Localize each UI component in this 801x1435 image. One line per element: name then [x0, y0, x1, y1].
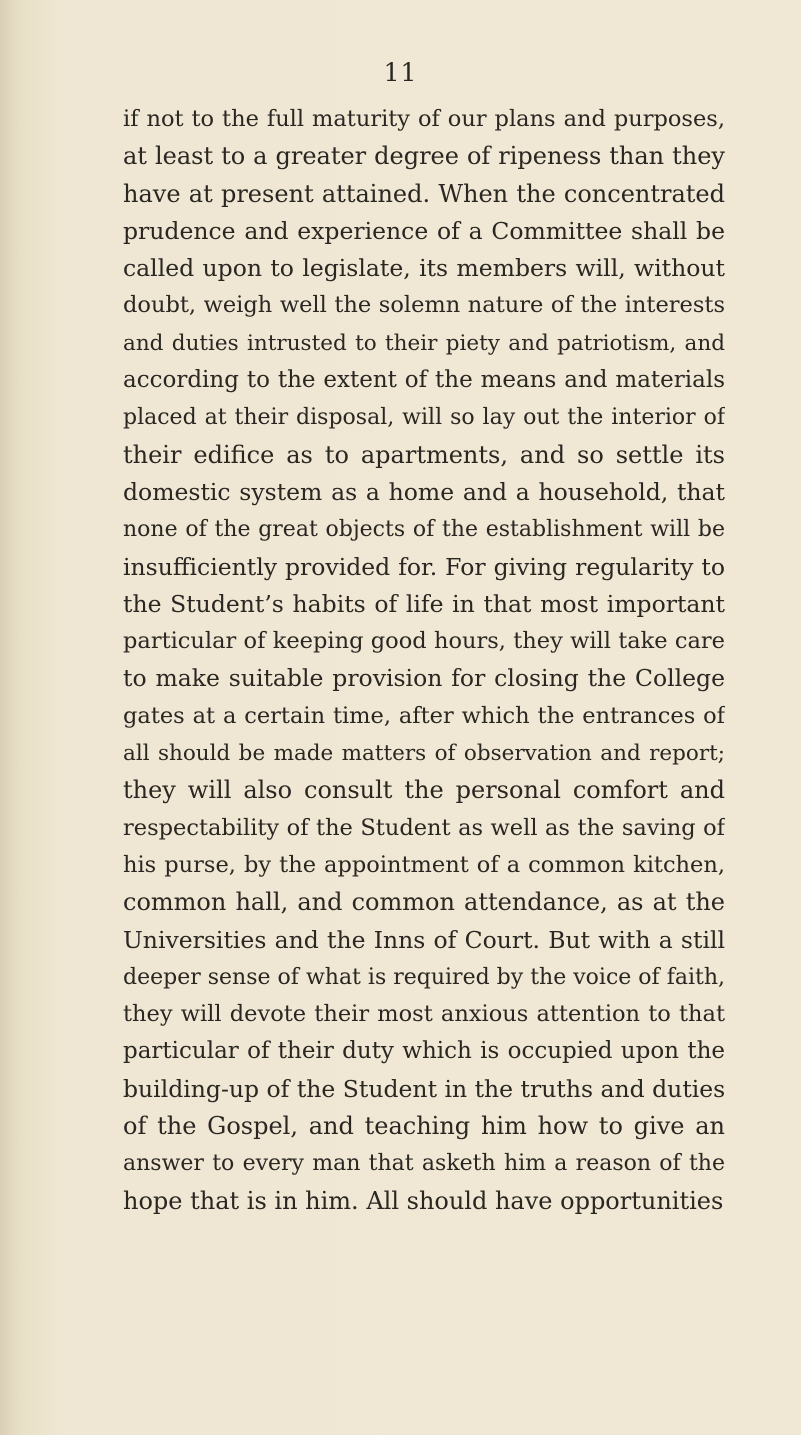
- text-line: particular of their duty which is occupied upon the: [123, 1038, 725, 1065]
- text-line: particular of keeping good hours, they will take care: [123, 628, 725, 655]
- text-line: insufficiently provided for. For giving regularity to: [123, 552, 725, 581]
- text-line: his purse, by the appointment of a common kitchen,: [123, 851, 725, 878]
- text-line: placed at their disposal, will so lay out the interior of: [123, 405, 725, 431]
- text-line: of the Gospel, and teaching him how to give an: [123, 1112, 725, 1141]
- text-line: deeper sense of what is required by the voice of faith,: [123, 964, 725, 990]
- text-line: answer to every man that asketh him a reason of the: [123, 1151, 725, 1177]
- text-line: none of the great objects of the establishment will be: [123, 517, 725, 543]
- text-line: to make suitable provision for closing the College: [123, 664, 725, 693]
- text-line: doubt, weigh well the solemn nature of the interests: [123, 292, 725, 319]
- text-line: prudence and experience of a Committee shall be: [123, 216, 725, 245]
- page-number: 11: [383, 58, 418, 87]
- text-line: have at present attained. When the concentrated: [123, 179, 725, 208]
- text-line: building-up of the Student in the truths and duties: [123, 1074, 725, 1103]
- text-line: they will also consult the personal comfort and: [123, 776, 725, 805]
- text-line: at least to a greater degree of ripeness than they: [123, 142, 725, 171]
- text-line: the Student’s habits of life in that most important: [123, 589, 725, 618]
- text-line: they will devote their most anxious attention to that: [123, 1001, 725, 1028]
- body-paragraph: [123, 101, 725, 1220]
- text-line: if not to the full maturity of our plans and purposes,: [123, 106, 725, 132]
- text-line: their edifice as to apartments, and so settle its: [123, 440, 725, 469]
- text-line: respectability of the Student as well as the saving of: [123, 814, 725, 841]
- text-line: Universities and the Inns of Court. But with a still: [123, 925, 725, 954]
- text-line: hope that is in him. All should have opportunities: [123, 1186, 724, 1215]
- text-line: domestic system as a home and a household, that: [123, 477, 725, 506]
- text-line: and duties intrusted to their piety and patriotism, and: [123, 330, 725, 356]
- text-line: gates at a certain time, after which the entrances of: [123, 702, 725, 729]
- text-line: according to the extent of the means and materials: [123, 367, 725, 394]
- text-line: all should be made matters of observation and report;: [123, 741, 725, 767]
- text-line: called upon to legislate, its members will, without: [123, 254, 725, 283]
- text-line: common hall, and common attendance, as at the: [123, 888, 725, 917]
